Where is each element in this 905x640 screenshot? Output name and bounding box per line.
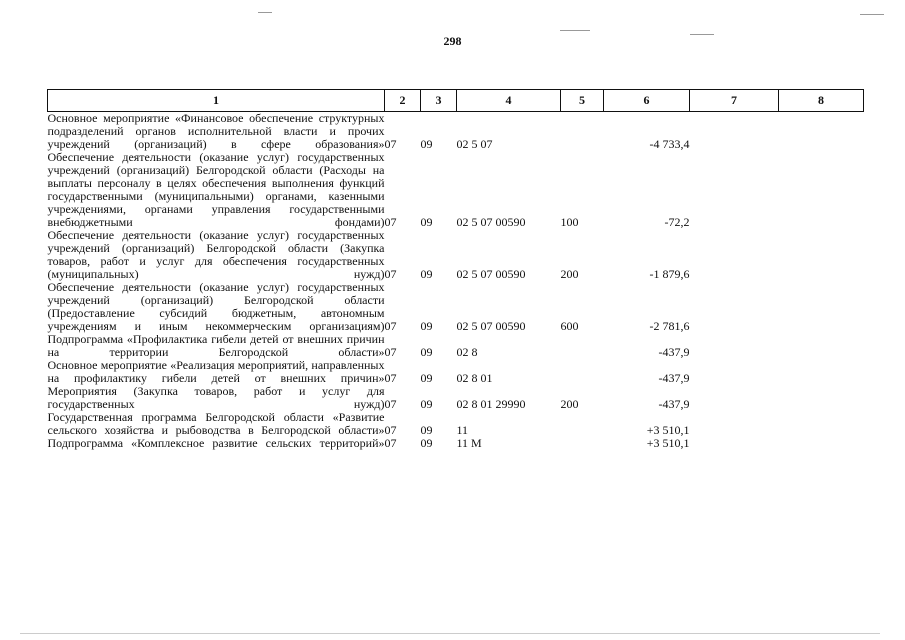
row-col-8: [779, 112, 864, 152]
row-amount: -72,2: [664, 215, 690, 229]
row-target-article: 02 8: [456, 345, 478, 359]
row-target-article: 02 5 07 00590: [456, 319, 526, 333]
table-row: [48, 333, 864, 359]
row-col-7: [690, 112, 779, 152]
scan-artifact: [560, 30, 590, 31]
row-expense-type: [561, 333, 604, 359]
row-subsection: 09: [420, 371, 433, 385]
row-target-article: 11: [456, 423, 469, 437]
row-expense-type: 200: [560, 267, 579, 281]
row-section: 07: [384, 137, 397, 151]
row-col-7: [690, 437, 779, 450]
row-col-8: [779, 151, 864, 229]
row-col-7: [690, 333, 779, 359]
row-subsection: 09: [420, 319, 433, 333]
row-description: Мероприятия (Закупка товаров, работ и услуг для государственных нужд): [47, 384, 385, 411]
header-col-2: 2: [385, 90, 421, 112]
row-section: 07: [384, 267, 397, 281]
row-col-7: [690, 411, 779, 437]
header-col-4: 4: [457, 90, 561, 112]
row-section: 07: [384, 371, 397, 385]
row-col-7: [690, 281, 779, 333]
row-expense-type: [561, 411, 604, 437]
row-col-7: [690, 151, 779, 229]
table-row: [48, 151, 864, 229]
header-col-7: 7: [690, 90, 779, 112]
row-subsection: 09: [420, 345, 433, 359]
row-expense-type: [561, 112, 604, 152]
row-col-8: [779, 385, 864, 411]
row-expense-type: [561, 437, 604, 450]
row-section: 07: [384, 423, 397, 437]
table-row: [48, 411, 864, 437]
table-row: [48, 437, 864, 450]
row-amount: -437,9: [658, 397, 690, 411]
table-row: [48, 385, 864, 411]
row-col-8: [779, 281, 864, 333]
row-section: 07: [384, 215, 397, 229]
row-amount: -4 733,4: [649, 137, 690, 151]
row-expense-type: 200: [560, 397, 579, 411]
header-col-8: 8: [779, 90, 864, 112]
table-row: [48, 359, 864, 385]
row-col-8: [779, 229, 864, 281]
row-col-8: [779, 411, 864, 437]
row-amount: -437,9: [658, 371, 690, 385]
row-col-8: [779, 437, 864, 450]
row-description: Обеспечение деятельности (оказание услуг) государственных учреждений (организаций) Белгородской области (Закупка товаров, работ и услуг для обеспечения государственных (муниципальных) нужд): [47, 228, 385, 281]
row-section: 07: [384, 345, 397, 359]
row-target-article: 02 5 07: [456, 137, 493, 151]
row-subsection: 09: [420, 423, 433, 437]
row-amount: +3 510,1: [646, 423, 690, 437]
header-col-1: 1: [48, 90, 385, 112]
scan-artifact: [20, 633, 880, 634]
row-description: Основное мероприятие «Реализация мероприятий, направленных на профилактику гибели детей от внешних причин»: [47, 358, 385, 385]
row-section: 07: [384, 436, 397, 450]
row-expense-type: 100: [560, 215, 579, 229]
row-subsection: 09: [420, 137, 433, 151]
row-description: Основное мероприятие «Финансовое обеспечение структурных подразделений органов исполнительной власти и прочих учреждений (организаций) в сфере образования»: [47, 111, 385, 151]
budget-table: [47, 89, 864, 450]
row-subsection: 09: [420, 267, 433, 281]
row-amount: +3 510,1: [646, 436, 690, 450]
row-subsection: 09: [420, 397, 433, 411]
row-expense-type: [561, 359, 604, 385]
header-col-3: 3: [421, 90, 457, 112]
row-description: Обеспечение деятельности (оказание услуг) государственных учреждений (организаций) Белгородской области (Предоставление субсидий бюджетным, автономным учреждениям и иным некоммерческим организациям): [47, 280, 385, 333]
row-expense-type: 600: [560, 319, 579, 333]
scan-artifact: [258, 12, 272, 13]
row-subsection: 09: [420, 436, 433, 450]
row-description: Подпрограмма «Профилактика гибели детей от внешних причин на территории Белгородской области»: [47, 332, 385, 359]
row-description: Государственная программа Белгородской области «Развитие сельского хозяйства и рыбоводства в Белгородской области»: [47, 410, 385, 437]
row-col-7: [690, 359, 779, 385]
scan-artifact: [860, 14, 884, 15]
row-section: 07: [384, 397, 397, 411]
row-target-article: 11 М: [456, 436, 482, 450]
row-amount: -437,9: [658, 345, 690, 359]
scan-artifact: [690, 34, 714, 35]
row-section: 07: [384, 319, 397, 333]
row-target-article: 02 5 07 00590: [456, 267, 526, 281]
row-col-7: [690, 385, 779, 411]
table-row: [48, 281, 864, 333]
row-col-7: [690, 229, 779, 281]
row-target-article: 02 5 07 00590: [456, 215, 526, 229]
header-col-6: 6: [604, 90, 690, 112]
row-description: Подпрограмма «Комплексное развитие сельских территорий»: [47, 436, 385, 450]
table-row: [48, 112, 864, 152]
row-target-article: 02 8 01: [456, 371, 493, 385]
row-col-8: [779, 333, 864, 359]
header-row: [48, 90, 864, 112]
row-amount: -1 879,6: [649, 267, 690, 281]
row-target-article: 02 8 01 29990: [456, 397, 526, 411]
row-subsection: 09: [420, 215, 433, 229]
header-col-5: 5: [561, 90, 604, 112]
row-col-8: [779, 359, 864, 385]
page-number: 298: [443, 34, 462, 48]
table-row: [48, 229, 864, 281]
row-description: Обеспечение деятельности (оказание услуг) государственных учреждений (организаций) Белгородской области (Расходы на выплаты персоналу в целях обеспечения выполнения функций государственными (муниципальными) органами, казенными учреждениями, органами управления государственными внебюджетными фондами): [47, 150, 385, 229]
row-amount: -2 781,6: [649, 319, 690, 333]
